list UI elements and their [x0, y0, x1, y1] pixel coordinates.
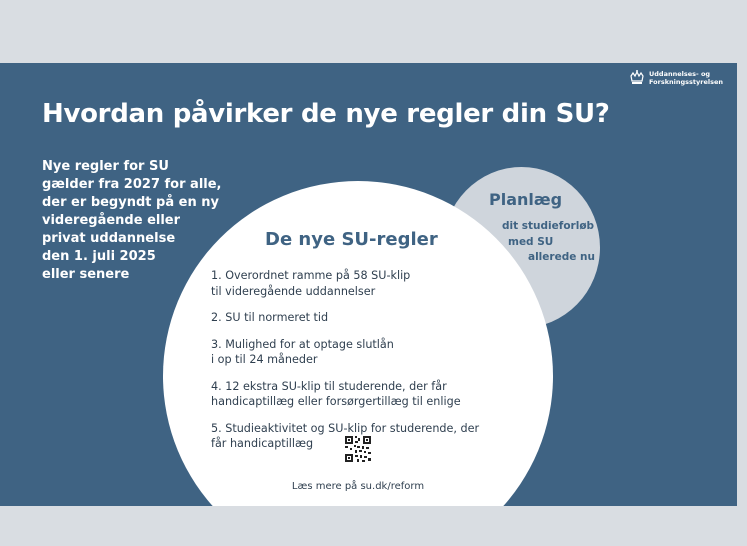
- rule-item: [211, 268, 541, 299]
- rule-item: [211, 379, 541, 410]
- intro-line: der er begyndt på en ny: [42, 195, 219, 210]
- rule-line: får handicaptillæg: [211, 437, 314, 450]
- agency-logo: [629, 69, 723, 87]
- plan-line: dit studieforløb: [502, 220, 595, 232]
- plan-line: med SU: [508, 235, 554, 248]
- intro-line: gælder fra 2027 for alle,: [42, 177, 222, 192]
- rule-line: 3. Mulighed for at optage slutlån: [211, 337, 394, 351]
- logo-line-1: Uddannelses- og: [648, 70, 711, 78]
- rule-line: til videregående uddannelser: [211, 284, 376, 298]
- rule-item: [211, 310, 541, 326]
- rule-line: 1. Overordnet ramme på 58 SU-klip: [211, 269, 411, 282]
- read-more-link[interactable]: Læs mere på su.dk/reform: [291, 481, 425, 492]
- rule-line: i op til 24 måneder: [211, 353, 318, 366]
- slide: [0, 63, 737, 506]
- rule-line: 4. 12 ekstra SU-klip til studerende, der får: [211, 379, 447, 393]
- intro-line: den 1. juli 2025: [42, 249, 156, 264]
- rules-title: De nye SU-regler: [265, 229, 438, 250]
- intro-line: Nye regler for SU: [42, 159, 169, 174]
- slide-title: Hvordan påvirker de nye regler din SU?: [42, 99, 610, 129]
- qr-code-icon[interactable]: [345, 436, 371, 462]
- rule-item: [211, 337, 541, 368]
- intro-line: eller senere: [42, 267, 130, 282]
- crown-icon: [629, 69, 645, 87]
- rules-list: [211, 268, 541, 463]
- intro-line: privat uddannelse: [42, 231, 176, 246]
- intro-line: videregående eller: [42, 213, 181, 228]
- rule-line: handicaptillæg eller forsørgertillæg til enlige: [211, 395, 461, 408]
- rule-line: 2. SU til normeret tid: [211, 311, 329, 324]
- plan-subtitle: [502, 219, 602, 266]
- rule-line: 5. Studieaktivitet og SU-klip for studerende, der: [211, 421, 480, 435]
- plan-line: allerede nu: [528, 251, 595, 263]
- plan-title: Planlæg: [489, 190, 563, 209]
- rule-item: [211, 421, 541, 452]
- logo-line-2: Forskningsstyrelsen: [648, 78, 723, 86]
